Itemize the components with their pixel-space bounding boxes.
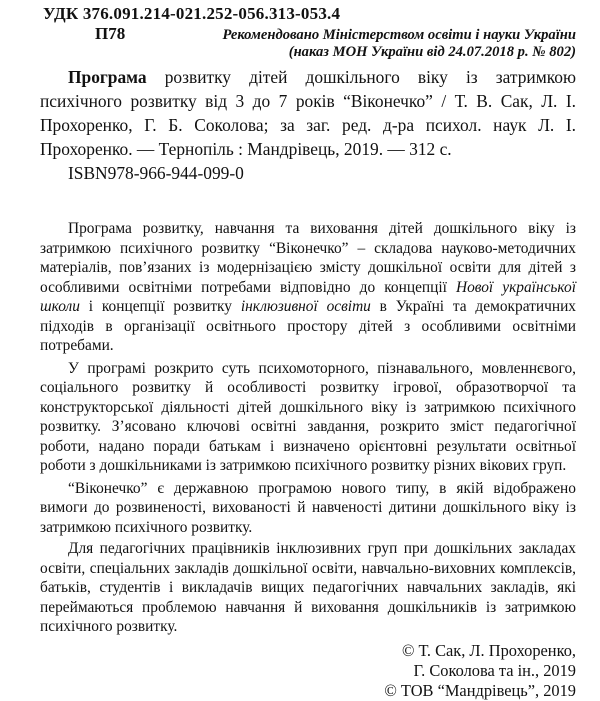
author-mark: П78 — [95, 24, 126, 43]
recommendation-line-2: (наказ МОН України від 24.07.2018 р. № 802) — [288, 44, 576, 60]
annotation-paragraph-1 — [40, 219, 576, 356]
annotation-text: Програма розвитку, навчання та виховання дітей дошкільного віку із затримкою психічного розвитку “Віконечко” – складова науково-методичних матеріалів, пов’язаних із модернізацією змісту дошкільної освіти для дітей з особливими освітніми потребами відповідно до концепції — [40, 220, 576, 296]
udk-code: УДК 376.091.214-021.252-056.313-053.4 — [43, 4, 341, 23]
annotation-text: і концепції розвитку — [79, 298, 241, 315]
annotation-emphasis: інклюзивної освіти — [240, 298, 371, 315]
bibliographic-text: розвитку дітей дошкільного віку із затримкою психічного розвитку від 3 до 7 років “Віконечко” / Т. В. Сак, Л. І. Прохоренко, Г. Б. Соколова; за заг. ред. д-ра психол. наук Л. І. Прохоренко. — Тернопіль : Мандрівець, 2019. — 312 с. — [40, 67, 576, 159]
annotation-paragraph-2: У програмі розкрито суть психомоторного, пізнавального, мовленнєвого, соціального розвитку й особливості розвитку ігрової, образотворчої та конструкторської діяльності дітей дошкільного віку із затримкою психічного розвитку. З’ясовано ключові освітні завдання, розкрито зміст педагогічної роботи, надано поради батькам і визначено орієнтовні результати освітньої роботи з дошкільниками із затримкою психічного розвитку різних вікових груп. — [40, 359, 576, 474]
copyright-line-1: © Т. Сак, Л. Прохоренко, — [401, 640, 576, 660]
annotation — [40, 219, 576, 637]
book-title-word: Програма — [68, 67, 147, 87]
annotation-text: в Україні та демократичних підходів в організації освітнього простору дітей з особливими освітніми потребами. — [40, 298, 576, 354]
copyright-block — [40, 641, 576, 701]
annotation-paragraph-3: “Віконечко” є державною програмою нового типу, в якій відображено вимоги до розвиненості, вихованості й навченості дитини дошкільного віку із затримкою психічного розвитку. — [40, 479, 576, 536]
isbn: ISBN978-966-944-099-0 — [68, 163, 244, 183]
annotation-emphasis: Нової української школи — [40, 278, 576, 315]
copyright-line-3: © ТОВ “Мандрівець”, 2019 — [384, 680, 576, 700]
annotation-paragraph-4: Для педагогічних працівників інклюзивних груп при дошкільних закладах освіти, спеціальних закладів дошкільної освіти, навчально-виховних комплексів, батьків, студентів і викладачів вищих педагогічних навчальних закладів, які переймаються проблемою навчання й виховання дошкільників із затримкою психічного розвитку. — [40, 540, 576, 635]
copyright-line-2: Г. Соколова та ін., 2019 — [413, 660, 576, 680]
recommendation-line-1: Рекомендовано Міністерством освіти і науки України — [222, 27, 576, 43]
bibliographic-description — [40, 65, 576, 161]
